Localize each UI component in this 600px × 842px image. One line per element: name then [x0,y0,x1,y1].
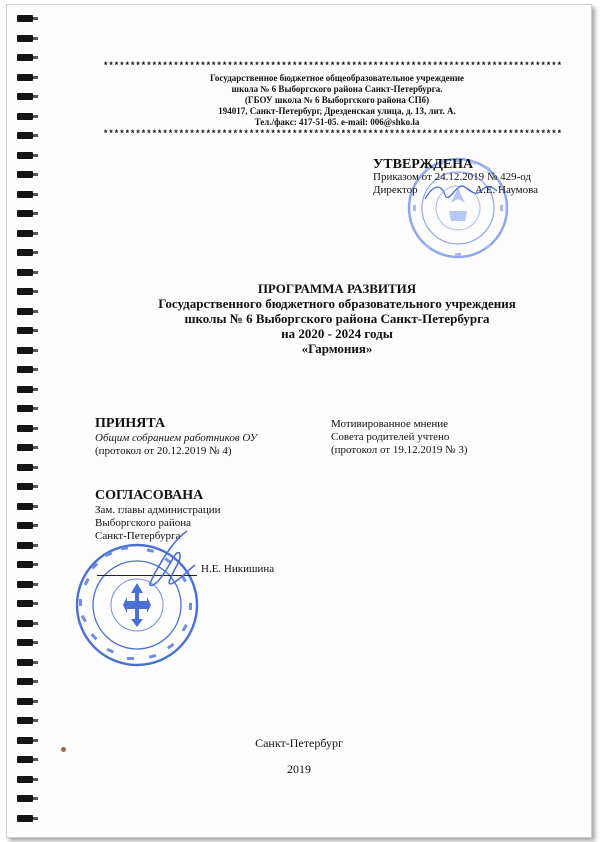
agreed-title: СОГЛАСОВАНА [95,488,204,503]
binding-ring [17,776,33,783]
director-label: Директор [373,184,418,196]
binding-ring [17,269,33,276]
document-page [6,4,592,838]
binding-ring [17,600,33,607]
agreed-line-2: Выборгского района [95,517,192,529]
deputy-signature [125,525,205,595]
header-line-4: 194017, Санкт-Петербург, Дрезденская улица, д. 13, лит. А. [218,106,456,116]
binding-ring [17,347,33,354]
binding-ring [17,288,33,295]
binding-ring [17,815,33,822]
binding-ring [17,15,33,22]
binding-ring [17,717,33,724]
binding-ring [17,639,33,646]
paper-mark [61,747,66,752]
agreed-line-3: Санкт-Петербурга [95,530,181,542]
binding-ring [17,542,33,549]
binding-ring [17,171,33,178]
approval-order: Приказом от 24.12.2019 № 429-од [373,171,532,183]
approval-title: УТВЕРЖДЕНА [373,157,474,172]
binding-ring [17,581,33,588]
binding-ring [17,366,33,373]
binding-ring [17,444,33,451]
binding-ring [17,698,33,705]
binding-ring [17,210,33,217]
header-line-2: школа № 6 Выборгского района Санкт-Петербурга. [231,84,443,94]
binding-ring [17,659,33,666]
header-line-3: (ГБОУ школа № 6 Выборгского района СПб) [244,95,430,105]
binding-ring [17,678,33,685]
binding-ring [17,113,33,120]
binding-ring [17,35,33,42]
accepted-block [95,416,257,458]
binding-ring [17,230,33,237]
binding-ring [17,425,33,432]
binding-ring [17,561,33,568]
binding-ring [17,464,33,471]
accepted-body: Общим собранием работников ОУ [95,432,258,444]
binding-ring [17,152,33,159]
program-name: «Гармония» [301,341,373,356]
binding-ring [17,620,33,627]
opinion-protocol: (протокол от 19.12.2019 № 3) [331,444,468,456]
binding-ring [17,795,33,802]
accepted-protocol: (протокол от 20.12.2019 № 4) [95,445,232,457]
binding-ring [17,132,33,139]
binding-ring [17,405,33,412]
director-name: А.Е. Наумова [475,184,539,196]
parents-opinion-block [331,418,468,457]
agreed-line-1: Зам. главы администрации [95,504,221,516]
header-stars-bottom: ************************************************************************************* [103,129,563,139]
footer-year: 2019 [287,762,311,776]
footer-city: Санкт-Петербург [255,736,343,750]
binding-ring [17,249,33,256]
header-line-1: Государственное бюджетное общеобразовательное учреждение [209,73,465,83]
header-stars-top: ************************************************************************************* [103,61,563,71]
director-signature [421,177,501,207]
binding-ring [17,386,33,393]
accepted-title: ПРИНЯТА [95,416,166,431]
header-line-5: Тел./факс: 417-51-05. e-mail: 006@shko.la [254,117,420,127]
binding-ring [17,93,33,100]
binding-ring [17,522,33,529]
binding-ring [17,74,33,81]
program-subtitle-1: Государственного бюджетного образовательного учреждения [158,296,516,311]
agreed-name: Н.Е. Никишина [201,563,275,575]
program-title: ПРОГРАММА РАЗВИТИЯ [257,281,417,296]
opinion-line-2: Совета родителей учтено [331,431,450,443]
spiral-binding [7,5,47,837]
program-subtitle-2: школы № 6 Выборгского района Санкт-Петербурга [184,311,490,326]
binding-ring [17,483,33,490]
binding-ring [17,54,33,61]
binding-ring [17,308,33,315]
binding-ring [17,327,33,334]
program-years: на 2020 - 2024 годы [281,326,393,341]
opinion-line-1: Мотивированное мнение [331,418,448,430]
binding-ring [17,503,33,510]
program-title-block [67,281,592,356]
binding-ring [17,191,33,198]
